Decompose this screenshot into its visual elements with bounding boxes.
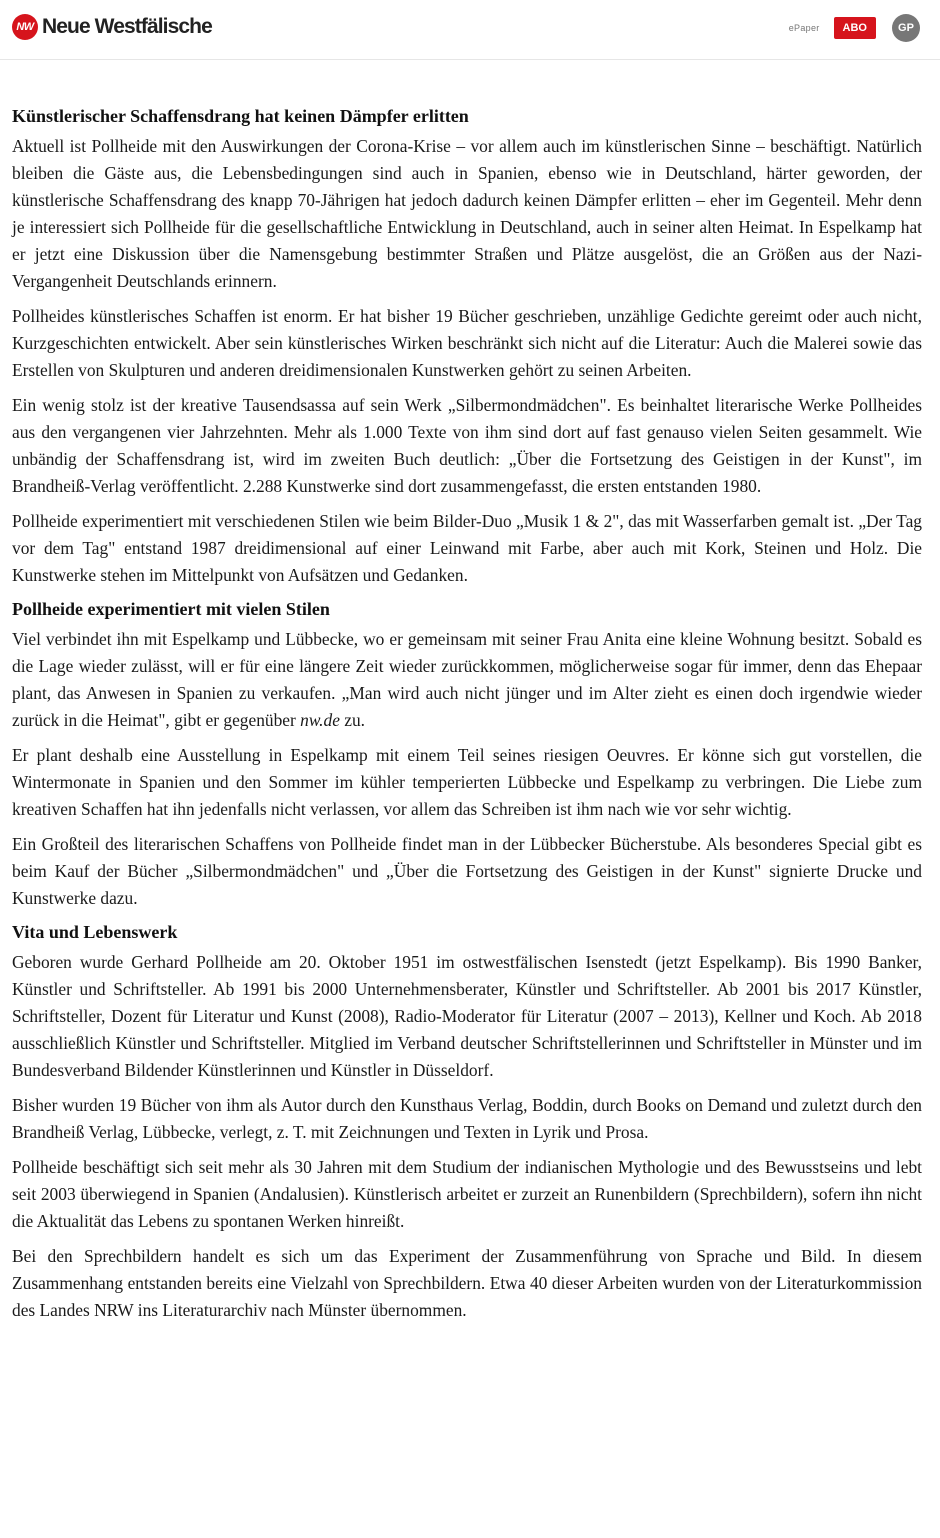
epaper-link[interactable]: ePaper (788, 23, 820, 33)
brand-name: Neue Westfälische (42, 15, 212, 38)
section-heading: Pollheide experimentiert mit vielen Stilen (12, 599, 330, 619)
user-avatar[interactable]: GP (892, 14, 920, 42)
source-link[interactable]: nw.de (300, 710, 340, 730)
brand-logo[interactable] (12, 14, 212, 40)
paragraph-text: zu. (339, 710, 366, 730)
nw-logo-icon: NW (12, 14, 38, 40)
paragraph: Ein wenig stolz ist der kreative Tausendsassa auf sein Werk „Silbermondmädchen". Es beinhaltet literarische Werke Pollheides aus den vergangenen vier Jahrzehnten. Mehr als 1.000 Texte von ihm sind dort auf fast genauso vielen Seiten gesammelt. Wie unbändig der Schaffensdrang ist, wird im zweiten Buch deutlich: „Über die Fortsetzung des Geistigen in der Kunst", im Brandheiß-Verlag veröffentlicht. 2.288 Kunstwerke sind dort zusammengefasst, die ersten entstanden 1980. (12, 395, 922, 496)
paragraph: Er plant deshalb eine Ausstellung in Espelkamp mit einem Teil seines riesigen Oeuvres. Er könne sich gut vorstellen, die Wintermonate in Spanien und den Sommer im kühler temperierten Lübbecke und Espelkamp zu verbringen. Die Liebe zum kreativen Schaffen hat ihn jedenfalls nicht verlassen, vor allem das Schreiben ist ihm nach wie vor sehr wichtig. (12, 745, 922, 819)
article-body (12, 104, 922, 1332)
paragraph: Ein Großteil des literarischen Schaffens von Pollheide findet man in der Lübbecker Bücherstube. Als besonderes Special gibt es beim Kauf der Bücher „Silbermondmädchen" und „Über die Fortsetzung des Geistigen in der Kunst" signierte Drucke und Kunstwerke dazu. (12, 834, 922, 908)
paragraph: Pollheide experimentiert mit verschiedenen Stilen wie beim Bilder-Duo „Musik 1 & 2", das mit Wasserfarben gemalt ist. „Der Tag vor dem Tag" entstand 1987 dreidimensional auf einer Leinwand mit Farbe, aber auch mit Kork, Steinen und Holz. Die Kunstwerke stehen im Mittelpunkt von Aufsätzen und Gedanken. (12, 511, 922, 585)
paragraph: Pollheides künstlerisches Schaffen ist enorm. Er hat bisher 19 Bücher geschrieben, unzählige Gedichte gereimt oder auch nicht, Kurzgeschichten entwickelt. Aber sein künstlerisches Wirken beschränkt sich nicht auf die Literatur: Auch die Malerei sowie das Erstellen von Skulpturen und anderen dreidimensionalen Kunstwerken gehört zu seinen Arbeiten. (12, 306, 922, 380)
site-header (0, 0, 940, 60)
paragraph: Pollheide beschäftigt sich seit mehr als 30 Jahren mit dem Studium der indianischen Mythologie und des Bewusstseins und lebt seit 2003 überwiegend in Spanien (Andalusien). Künstlerisch arbeitet er zurzeit an Runenbildern (Sprechbildern), sofern ihn nicht die Aktualität das Lebens zu spontanen Werken hinreißt. (12, 1157, 922, 1231)
abo-button[interactable]: ABO (834, 17, 876, 39)
paragraph: Bisher wurden 19 Bücher von ihm als Autor durch den Kunsthaus Verlag, Boddin, durch Books on Demand und zuletzt durch den Brandheiß Verlag, Lübbecke, verlegt, z. T. mit Zeichnungen und Texten in Lyrik und Prosa. (12, 1095, 922, 1142)
paragraph (12, 626, 922, 734)
paragraph-text: Viel verbindet ihn mit Espelkamp und Lübbecke, wo er gemeinsam mit seiner Frau Anita eine kleine Wohnung besitzt. Sobald es die Lage wieder zulässt, will er für eine längere Zeit wieder zurückkommen, möglicherweise sogar für immer, denn das Ehepaar plant, das Anwesen in Spanien zu verkaufen. „Man wird auch nicht jünger und im Alter zieht es einen doch irgendwie wieder zurück in die Heimat", gibt er gegenüber (12, 629, 922, 730)
section-heading: Vita und Lebenswerk (12, 922, 178, 942)
header-actions (789, 14, 920, 42)
paragraph: Bei den Sprechbildern handelt es sich um das Experiment der Zusammenführung von Sprache und Bild. In diesem Zusammenhang entstanden bereits eine Vielzahl von Sprechbildern. Etwa 40 dieser Arbeiten wurden von der Literaturkommission des Landes NRW ins Literaturarchiv nach Münster übernommen. (12, 1246, 922, 1320)
paragraph: Aktuell ist Pollheide mit den Auswirkungen der Corona-Krise – vor allem auch im künstlerischen Sinne – beschäftigt. Natürlich bleiben die Gäste aus, die Lebensbedingungen sind auch in Spanien, ebenso wie in Deutschland, härter geworden, der künstlerische Schaffensdrang des knapp 70-Jährigen hat jedoch dadurch keinen Dämpfer erlitten – eher im Gegenteil. Mehr denn je interessiert sich Pollheide für die gesellschaftliche Entwicklung in Deutschland, auch in seiner alten Heimat. In Espelkamp hat er jetzt eine Diskussion über die Namensgebung bestimmter Straßen und Plätze ausgelöst, die an Größen aus der Nazi-Vergangenheit Deutschlands erinnern. (12, 136, 922, 291)
paragraph: Geboren wurde Gerhard Pollheide am 20. Oktober 1951 im ostwestfälischen Isenstedt (jetzt Espelkamp). Bis 1990 Banker, Künstler und Schriftsteller. Ab 1991 bis 2000 Unternehmensberater, Künstler und Schriftsteller. Ab 2001 bis 2017 Künstler, Schriftsteller, Dozent für Literatur und Kunst (2008), Radio-Moderator für Literatur (2007 – 2013), Kellner und Koch. Ab 2018 ausschließlich Künstler und Schriftsteller. Mitglied im Verband deutscher Schriftstellerinnen und Schriftsteller in Münster und im Bundesverband Bildender Künstlerinnen und Künstler in Düsseldorf. (12, 952, 922, 1080)
section-heading: Künstlerischer Schaffensdrang hat keinen Dämpfer erlitten (12, 106, 469, 126)
